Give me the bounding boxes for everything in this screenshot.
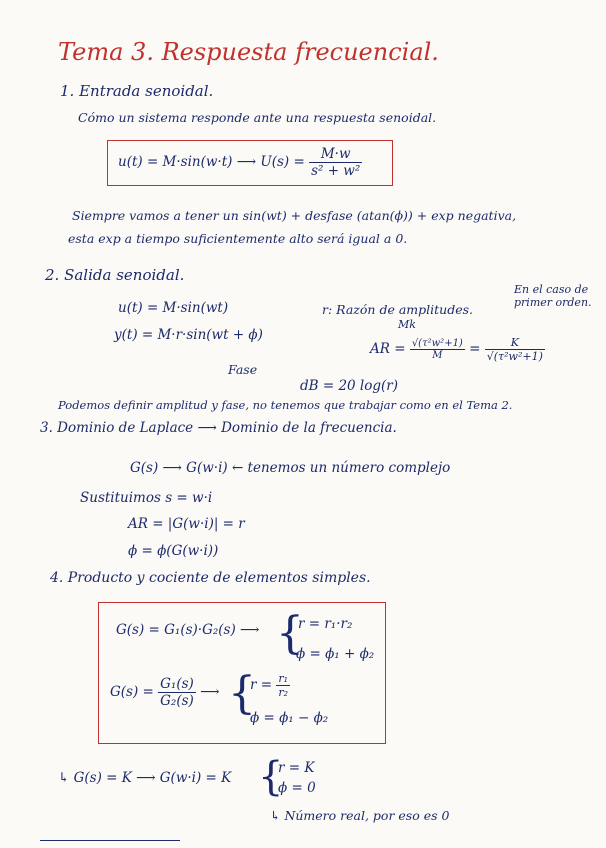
amplitude-ratio-equation bbox=[370, 336, 545, 363]
page-bottom-rule bbox=[40, 840, 180, 841]
quotient-equation bbox=[110, 676, 219, 709]
section-3-heading: 3. Dominio de Laplace ⟶ Dominio de la frecuencia. bbox=[40, 420, 397, 436]
gain-phase: ϕ = 0 bbox=[278, 780, 316, 796]
quotient-numerator: G₁(s) bbox=[160, 676, 194, 692]
ar-fraction-1-numerator: √(τ²w²+1) bbox=[411, 338, 463, 349]
ar-equals: = bbox=[469, 341, 481, 357]
first-order-note: En el caso de primer orden. bbox=[514, 283, 592, 309]
ar-fraction-1 bbox=[410, 338, 465, 361]
ar-fraction-2-numerator: K bbox=[485, 336, 545, 350]
phase-argument: ϕ = ϕ(G(w·i)) bbox=[128, 543, 219, 559]
decibel-equation: dB = 20 log(r) bbox=[300, 378, 399, 394]
section-1-heading: 1. Entrada senoidal. bbox=[60, 82, 214, 100]
quotient-left: G(s) = bbox=[110, 684, 159, 700]
section-2-note: Podemos definir amplitud y fase, no tenemos que trabajar como en el Tema 2. bbox=[58, 398, 513, 412]
real-number-note: ↳ Número real, por eso es 0 bbox=[270, 808, 450, 823]
fraction-denominator: s² + w² bbox=[311, 163, 361, 179]
gain-brace: { bbox=[258, 754, 284, 800]
input-equation bbox=[118, 146, 362, 179]
phase-label: Fase bbox=[228, 362, 258, 377]
section-1-note-line2: esta exp a tiempo suficientemente alto será igual a 0. bbox=[68, 231, 408, 246]
quotient-phase: ϕ = ϕ₁ − ϕ₂ bbox=[250, 710, 329, 726]
quotient-denominator: G₂(s) bbox=[160, 693, 194, 709]
section-1-note-line1: Siempre vamos a tener un sin(wt) + desfase (atan(ϕ)) + exp negativa, bbox=[72, 208, 517, 223]
output-signal: y(t) = M·r·sin(wt + ϕ) bbox=[114, 327, 263, 343]
ar-fraction-2 bbox=[485, 336, 545, 363]
section-2-heading: 2. Salida senoidal. bbox=[45, 266, 185, 284]
quotient-ratio-numerator: r₁ bbox=[278, 672, 289, 685]
substitution-line: Sustituimos s = w·i bbox=[80, 490, 213, 506]
gain-ratio: r = K bbox=[278, 760, 315, 776]
fraction-numerator: M·w bbox=[309, 146, 362, 163]
input-equation-left: u(t) = M·sin(w·t) ⟶ U(s) = bbox=[118, 154, 310, 170]
product-ratio: r = r₁·r₂ bbox=[298, 616, 353, 632]
gain-equation: ↳ G(s) = K ⟶ G(w·i) = K bbox=[58, 770, 232, 786]
input-laplace-fraction bbox=[309, 146, 362, 179]
ar-fraction-1-denominator: M bbox=[432, 350, 443, 361]
ar-fraction-2-denominator: √(τ²w²+1) bbox=[486, 350, 543, 363]
quotient-ratio-left: r = bbox=[250, 677, 277, 693]
ar-left: AR = bbox=[370, 341, 410, 357]
quotient-ratio-denominator: r₂ bbox=[278, 686, 289, 699]
quotient-arrow: ⟶ bbox=[200, 684, 220, 700]
quotient-fraction bbox=[158, 676, 196, 709]
product-brace: { bbox=[276, 608, 304, 659]
quotient-ratio bbox=[250, 672, 290, 699]
page-title: Tema 3. Respuesta frecuencial. bbox=[58, 38, 439, 66]
section-4-heading: 4. Producto y cociente de elementos simples. bbox=[50, 570, 371, 586]
product-phase: ϕ = ϕ₁ + ϕ₂ bbox=[296, 646, 375, 662]
amplitude-ratio-label: r: Razón de amplitudes. bbox=[322, 302, 473, 317]
quotient-brace: { bbox=[228, 668, 256, 719]
amplitude-ratio-modulus: AR = |G(w·i)| = r bbox=[128, 516, 245, 532]
quotient-ratio-fraction bbox=[276, 672, 290, 699]
product-equation: G(s) = G₁(s)·G₂(s) ⟶ bbox=[116, 622, 260, 638]
complex-number-line: G(s) ⟶ G(w·i) ← tenemos un número complejo bbox=[130, 460, 451, 476]
mk-annotation: Mk bbox=[398, 318, 416, 331]
section-1-intro: Cómo un sistema responde ante una respuesta senoidal. bbox=[78, 110, 437, 125]
input-signal: u(t) = M·sin(wt) bbox=[118, 300, 229, 316]
